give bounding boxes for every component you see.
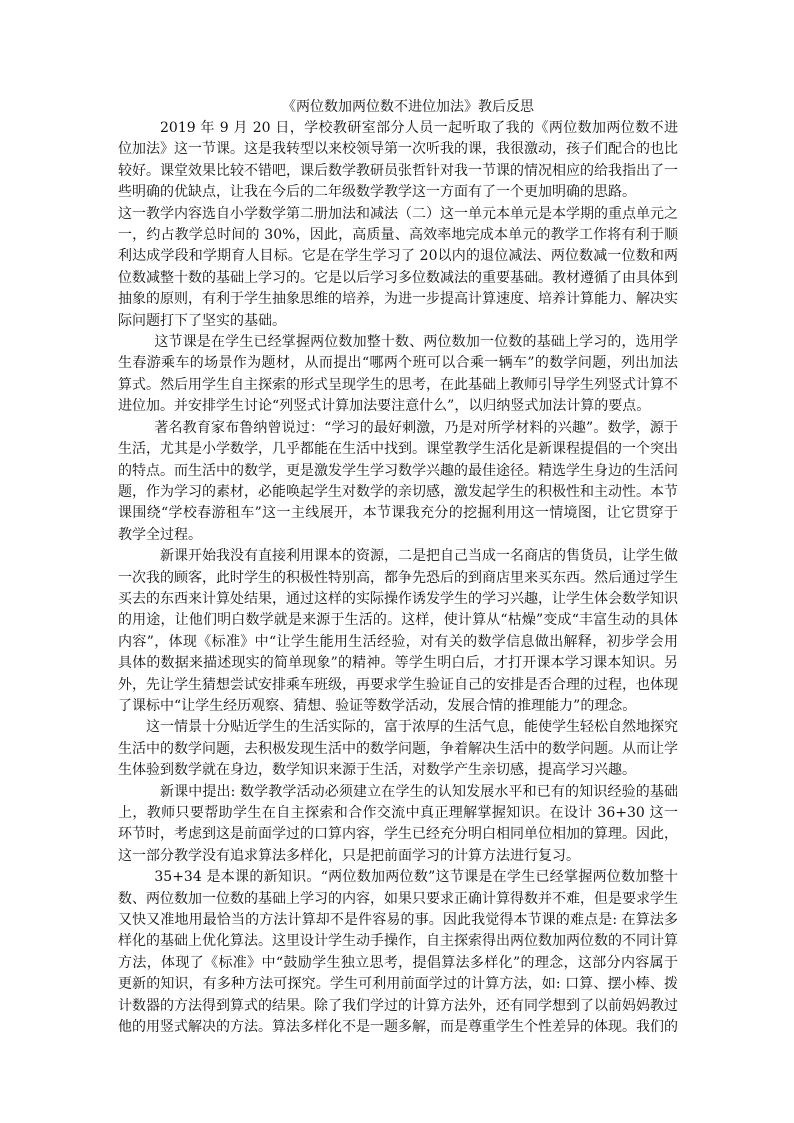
paragraph-bruner-quote: 著名教育家布鲁纳曾说过：“学习的最好刺激，乃是对所学材料的兴趣”。数学，源于生活，尤其是小学数学，几乎都能在生活中找到。课堂教学生活化是新课程提倡的一个突出的特点。而生活中的数学，更是激发学生学习数学兴趣的最佳途径。精选学生身边的生活问题，作为学习的素材，必能唤起学生对数学的亲切感，激发起学生的积极性和主动性。本节课围绕“学校春游租车”这一主线展开，本节课我充分的挖掘利用这一情境图，让它贯穿于教学全过程。: [118, 419, 678, 543]
paragraph-lesson-design: 这节课是在学生已经掌握两位数加整十数、两位数加一位数的基础上学习的，选用学生春游乘车的场景作为题材，从而提出“哪两个班可以合乘一辆车”的数学问题，列出加法算式。然后用学生自主探索的形式呈现学生的思考，在此基础上教师引导学生列竖式计算不进位加。并安排学生讨论“列竖式计算加法要注意什么”，以归纳竖式加法计算的要点。: [118, 334, 678, 415]
document-page: [118, 97, 678, 1038]
paragraph-life-context: 这一情景十分贴近学生的生活实际的，富于浓厚的生活气息，能使学生轻松自然地探究生活中的数学问题，去积极发现生活中的数学问题，争着解决生活中的数学问题。从而让学生体验到数学就在身边，数学知识来源于生活，对数学产生亲切感，提高学习兴趣。: [118, 719, 678, 779]
paragraph-teaching-principle: 新课中提出: 数学教学活动必须建立在学生的认知发展水平和已有的知识经验的基础上，教师只要帮助学生在自主探索和合作交流中真正理解掌握知识。在设计 36+30 这一环节时，考虑到这是前面学过的口算内容，学生已经充分明白相同单位相加的算理。因此，这一部分教学没有追求算法多样化，只是把前面学习的计算方法进行复习。: [118, 783, 678, 864]
paragraph-new-lesson-start: 新课开始我没有直接利用课本的资源，二是把自己当成一名商店的售货员，让学生做一次我的顾客，此时学生的积极性特别高，都争先恐后的到商店里来买东西。然后通过学生买去的东西来计算处结果，通过这样的实际操作诱发学生的学习兴趣，让学生体会数学知识的用途，让他们明白数学就是来源于生活的。这样，使计算从“枯燥”变成“丰富生动的具体内容”，体现《标准》中“让学生能用生活经验，对有关的数学信息做出解释，初步学会用具体的数据来描述现实的简单现象”的精神。等学生明白后，才打开课本学习课本知识。另外，先让学生猜想尝试安排乘车班级，再要求学生验证自己的安排是否合理的过程，也体现了课标中“让学生经历观察、猜想、验证等数学活动，发展合情的推理能力”的理念。: [118, 548, 678, 714]
paragraph-new-knowledge: 35+34 是本课的新知识。“两位数加两位数”这节课是在学生已经掌握两位数加整十数、两位数加一位数的基础上学习的内容，如果只要求正确计算得数并不难，但是要求学生又快又准地用最恰当的方法计算却不是件容易的事。因此我觉得本节课的难点是: 在算法多样化的基础上优化算法。这里设计学生动手操作，自主探索得出两位数加两位数的不同计算方法，体现了《标准》中“鼓励学生独立思考，提倡算法多样化”的理念，这部分内容属于更新的知识，有多种方法可探究。学生可利用前面学过的计算方法，如: 口算、摆小棒、拨计数器的方法得到算式的结果。除了我们学过的计算方法外，还有同学想到了以前妈妈教过他的用竖式解决的方法。算法多样化不是一题多解，而是尊重学生个性差异的体现。我们的: [118, 869, 678, 1036]
paragraph-content-source: 这一教学内容选自小学数学第二册加法和减法（二）这一单元本单元是本学期的重点单元之一，约占教学总时间的 30%，因此，高质量、高效率地完成本单元的教学工作将有利于顺利达成学段和学期育人目标。它是在学生学习了 20以内的退位减法、两位数减一位数和两位数减整十数的基础上学习的。它是以后学习多位数减法的重要基础。教材遵循了由具体到抽象的原则，有利于学生抽象思维的培养，为进一步提高计算速度、培养计算能力、解决实际问题打下了坚实的基础。: [118, 205, 678, 329]
paragraph-intro: 2019 年 9 月 20 日，学校教研室部分人员一起听取了我的《两位数加两位数不进位加法》这一节课。这是我转型以来校领导第一次听我的课，我很激动，孩子们配合的也比较好。课堂效果比较不错吧，课后数学教研员张哲针对我一节课的情况相应的给我指出了一些明确的优缺点，让我在今后的二年级数学教学这一方面有了一个更加明确的思路。: [118, 120, 678, 201]
document-title: 《两位数加两位数不进位加法》教后反思: [282, 99, 534, 115]
